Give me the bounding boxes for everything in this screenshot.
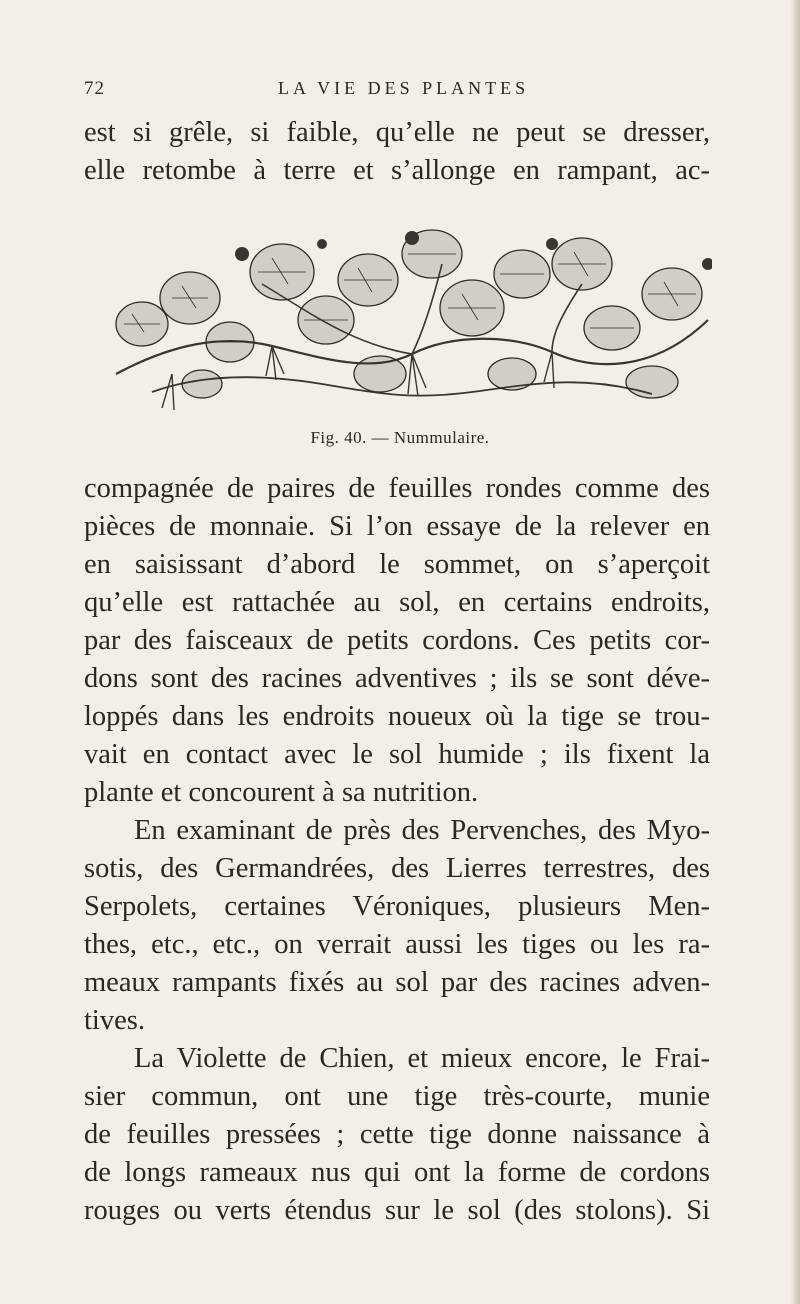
text-line: est si grêle, si faible, qu’elle ne peut se dresser, — [84, 117, 710, 148]
running-title: LA VIE DES PLANTES — [278, 78, 530, 98]
nummulaire-engraving — [112, 224, 712, 420]
figure-illustration — [112, 224, 712, 420]
page-edge-shadow — [790, 0, 800, 1304]
text-line: qu’elle est rattachée au sol, en certains endroits, — [84, 587, 710, 618]
text-line: compagnée de paires de feuilles rondes comme des — [84, 473, 710, 504]
text-line: La Violette de Chien, et mieux encore, le Frai- — [134, 1043, 710, 1074]
text-line: rouges ou verts étendus sur le sol (des stolons). Si — [84, 1195, 710, 1226]
caption-number: Fig. 40. — — [310, 428, 390, 447]
text-line: meaux rampants fixés au sol par des racines adven- — [84, 967, 710, 998]
top-paragraph — [84, 114, 710, 190]
text-line: sier commun, ont une tige très-courte, munie — [84, 1081, 710, 1112]
text-line: de feuilles pressées ; cette tige donne naissance à — [84, 1119, 710, 1150]
text-line: en saisissant d’abord le sommet, on s’aperçoit — [84, 549, 710, 580]
body-text — [84, 470, 710, 1230]
figure-caption — [0, 428, 800, 448]
text-line: vait en contact avec le sol humide ; ils fixent la — [84, 739, 710, 770]
running-head — [84, 78, 714, 108]
text-line: de longs rameaux nus qui ont la forme de cordons — [84, 1157, 710, 1188]
text-line: elle retombe à terre et s’allonge en rampant, ac- — [84, 155, 710, 186]
text-line: plante et concourent à sa nutrition. — [84, 777, 479, 808]
text-line: sotis, des Germandrées, des Lierres terrestres, des — [84, 853, 710, 884]
text-line: En examinant de près des Pervenches, des Myo- — [134, 815, 710, 846]
text-line: loppés dans les endroits noueux où la tige se trou- — [84, 701, 710, 732]
text-line: par des faisceaux de petits cordons. Ces petits cor- — [84, 625, 710, 656]
text-line: dons sont des racines adventives ; ils se sont déve- — [84, 663, 710, 694]
text-line: thes, etc., etc., on verrait aussi les tiges ou les ra- — [84, 929, 710, 960]
text-line: Serpolets, certaines Véroniques, plusieurs Men- — [84, 891, 710, 922]
text-line: pièces de monnaie. Si l’on essaye de la relever en — [84, 511, 710, 542]
caption-title: Nummulaire. — [393, 428, 490, 447]
page-number: 72 — [84, 78, 105, 99]
text-line: tives. — [84, 1005, 145, 1036]
